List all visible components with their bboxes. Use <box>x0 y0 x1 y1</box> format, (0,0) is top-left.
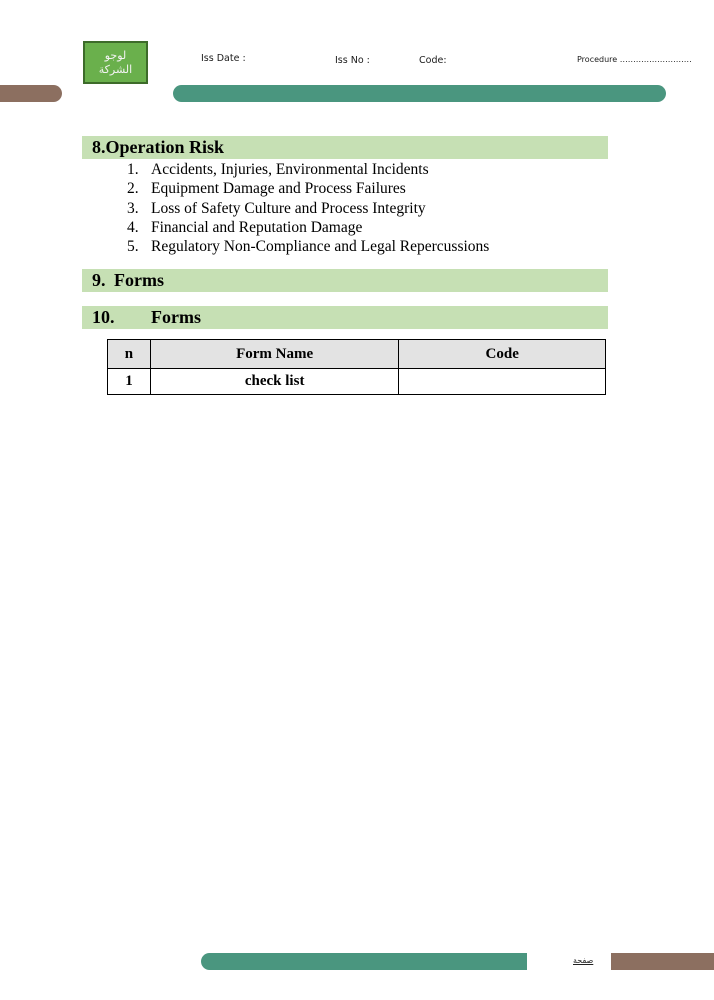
table-cell-form-name: check list <box>150 369 398 395</box>
list-item-number: 4. <box>127 218 139 236</box>
company-logo-placeholder <box>83 41 148 84</box>
table-cell-code <box>399 369 606 395</box>
list-item-text: Loss of Safety Culture and Process Integrity <box>151 199 426 217</box>
column-header-form-name: Form Name <box>150 340 398 369</box>
list-item-text: Regulatory Non-Compliance and Legal Repercussions <box>151 238 490 256</box>
section-number: 10. <box>92 307 115 327</box>
column-header-code: Code <box>399 340 606 369</box>
list-item-number: 5. <box>127 238 139 256</box>
list-item <box>127 199 489 218</box>
table-header-row <box>108 340 606 369</box>
list-item-text: Equipment Damage and Process Failures <box>151 180 406 198</box>
footer-accent-bar <box>201 953 527 970</box>
table-row <box>108 369 606 395</box>
column-header-n: n <box>108 340 151 369</box>
forms-table <box>107 339 606 395</box>
list-item <box>127 160 489 179</box>
iss-no-label: Iss No : <box>335 55 370 66</box>
list-item-text: Financial and Reputation Damage <box>151 218 363 236</box>
logo-text: لوجو الشركة <box>98 48 133 76</box>
table-cell-n: 1 <box>108 369 151 395</box>
section-heading-operation-risk <box>82 136 608 159</box>
procedure-label: Procedure ……………………… <box>577 55 692 64</box>
list-item <box>127 218 489 237</box>
section-title: Forms <box>151 307 201 327</box>
header-accent-bar-left <box>0 85 62 102</box>
list-item-number: 2. <box>127 180 139 198</box>
page-label: صفحة <box>573 956 594 965</box>
section-number: 9. <box>92 270 106 290</box>
list-item <box>127 237 489 256</box>
list-item <box>127 179 489 198</box>
section-heading-forms-9 <box>82 269 608 292</box>
section-heading-forms-10 <box>82 306 608 329</box>
list-item-text: Accidents, Injuries, Environmental Incidents <box>151 161 429 178</box>
list-item-number: 1. <box>127 161 139 178</box>
iss-date-label: Iss Date : <box>201 53 246 64</box>
header-accent-bar <box>173 85 666 102</box>
footer-accent-bar-right <box>611 953 714 970</box>
section-title: Operation Risk <box>105 137 225 157</box>
code-label: Code: <box>419 55 447 66</box>
section-number: 8. <box>92 137 106 157</box>
section-title: Forms <box>114 270 164 290</box>
list-item-number: 3. <box>127 199 139 217</box>
operation-risk-list <box>127 160 489 256</box>
